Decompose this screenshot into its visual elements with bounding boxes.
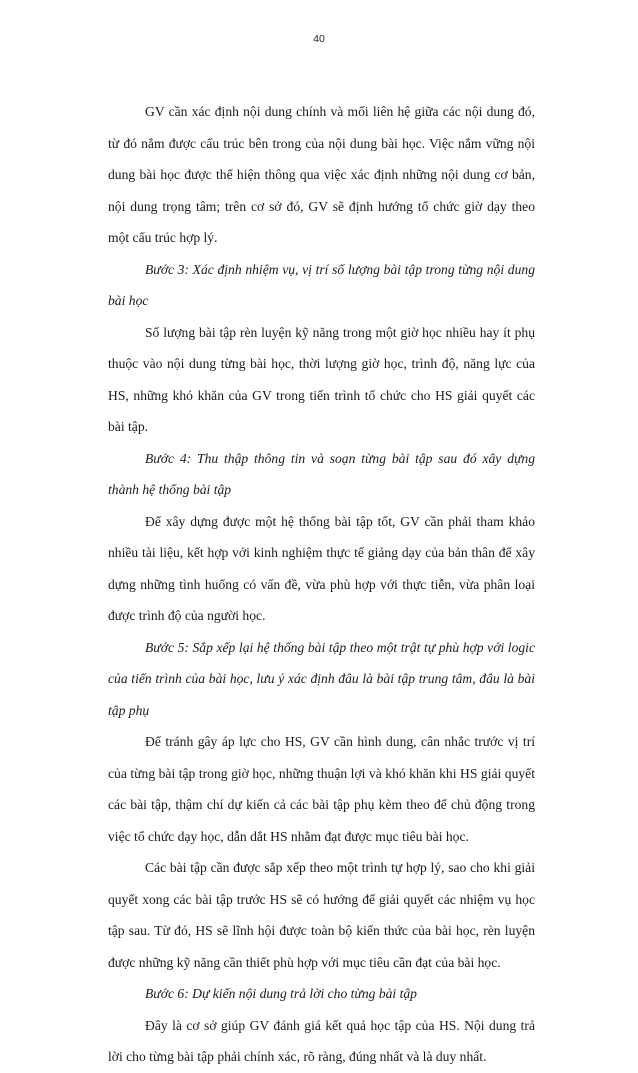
step-heading: Bước 5: Sắp xếp lại hệ thống bài tập theo một trật tự phù hợp với logic của tiến trình của bài học, lưu ý xác định đâu là bài tập trung tâm, đâu là bài tập phụ	[108, 639, 535, 718]
step-heading: Bước 6: Dự kiến nội dung trả lời cho từng bài tập	[145, 986, 417, 1001]
body-paragraph: Số lượng bài tập rèn luyện kỹ năng trong một giờ học nhiều hay ít phụ thuộc vào nội dung từng bài học, thời lượng giờ học, trình độ, năng lực của HS, những khó khăn của GV trong tiến trình tổ chức cho HS giải quyết các bài tập.	[108, 324, 535, 434]
document-body	[108, 96, 535, 1073]
body-paragraph: GV cần xác định nội dung chính và mối liên hệ giữa các nội dung đó, từ đó nắm được cấu trúc bên trong của nội dung bài học. Việc nắm vững nội dung bài học được thể hiện thông qua việc xác định những nội dung cơ bản, nội dung trọng tâm; trên cơ sở đó, GV sẽ định hướng tổ chức giờ dạy theo một cấu trúc hợp lý.	[108, 104, 535, 245]
page-number: 40	[313, 33, 325, 45]
body-paragraph: Đây là cơ sở giúp GV đánh giá kết quả học tập của HS. Nội dung trả lời cho từng bài tập phải chính xác, rõ ràng, đúng nhất và là duy nhất.	[108, 1017, 535, 1064]
body-paragraph: Để xây dựng được một hệ thống bài tập tốt, GV cần phải tham khảo nhiều tài liệu, kết hợp với kinh nghiệm thực tế giảng dạy của bản thân để xây dựng những tình huống có vấn đề, vừa phù hợp với thực tiễn, vừa phân loại được trình độ của người học.	[108, 513, 535, 623]
body-paragraph: Các bài tập cần được sắp xếp theo một trình tự hợp lý, sao cho khi giải quyết xong các bài tập trước HS sẽ có hướng để giải quyết các nhiệm vụ học tập sau. Từ đó, HS sẽ lĩnh hội được toàn bộ kiến thức của bài học, rèn luyện được những kỹ năng cần thiết phù hợp với mục tiêu cần đạt của bài học.	[108, 860, 535, 970]
body-paragraph: Để tránh gây áp lực cho HS, GV cần hình dung, cân nhắc trước vị trí của từng bài tập trong giờ học, những thuận lợi và khó khăn khi HS giải quyết các bài tập, thậm chí dự kiến cả các bài tập phụ kèm theo để chủ động trong việc tổ chức dạy học, dẫn dắt HS nhằm đạt được mục tiêu bài học.	[108, 734, 535, 844]
step-heading: Bước 3: Xác định nhiệm vụ, vị trí số lượng bài tập trong từng nội dung bài học	[108, 261, 535, 308]
step-heading: Bước 4: Thu thập thông tin và soạn từng bài tập sau đó xây dựng thành hệ thống bài tập	[108, 450, 535, 497]
